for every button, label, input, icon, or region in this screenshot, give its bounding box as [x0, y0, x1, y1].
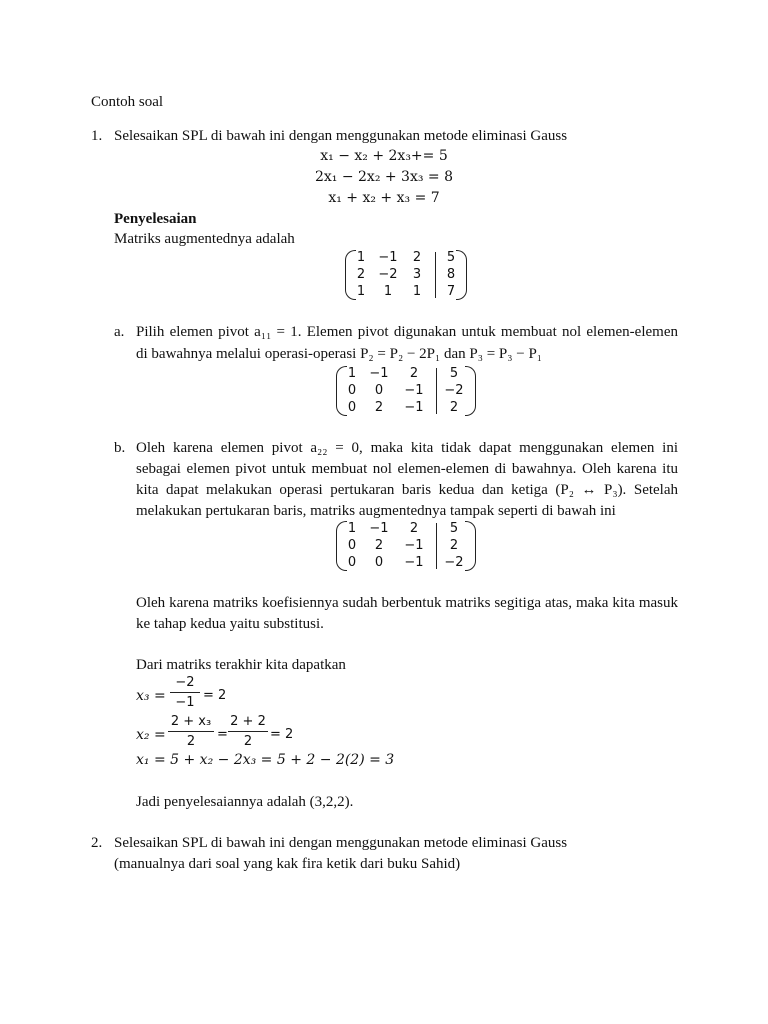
fraction-line	[168, 731, 214, 732]
matrix-cell: −2	[378, 267, 398, 282]
matrix-cell: 5	[446, 250, 456, 265]
step-b-line-1: Oleh karena elemen pivot a₂₂ = 0, maka kita tidak dapat menggunakan elemen ini	[136, 440, 678, 456]
matrix-cell: 1	[383, 284, 393, 299]
matrix-cell: 5	[449, 366, 459, 381]
x2-denominator-1: 2	[186, 734, 196, 749]
matrix-cell: 1	[347, 366, 357, 381]
matrix-cell: 5	[449, 521, 459, 536]
x3-lhs: x₃ =	[136, 688, 166, 704]
x2-equals: =	[217, 727, 228, 742]
matrix-cell: −1	[369, 366, 389, 381]
matrix-cell: −1	[404, 538, 424, 553]
right-paren	[465, 521, 476, 571]
matrix-cell: 2	[409, 521, 419, 536]
step-a-line-1: Pilih elemen pivot a₁₁ = 1. Elemen pivot digunakan untuk membuat nol elemen-elemen	[136, 324, 678, 340]
solution-conclusion: Jadi penyelesaiannya adalah (3,2,2).	[136, 794, 354, 810]
matrix-cell: 0	[374, 383, 384, 398]
solution-label: Penyelesaian	[114, 211, 197, 227]
matrix-cell: 8	[446, 267, 456, 282]
matrix-cell: 3	[412, 267, 422, 282]
augment-bar	[436, 523, 437, 569]
x2-denominator-2: 2	[243, 734, 253, 749]
right-paren	[465, 366, 476, 416]
augmented-matrix-step-a	[336, 366, 476, 418]
matrix-cell: −1	[378, 250, 398, 265]
equation-3: x₁ + x₂ + x₃ = 7	[328, 190, 440, 206]
x3-numerator: −2	[175, 675, 195, 690]
augmented-matrix-initial	[345, 250, 467, 302]
matrix-cell: 0	[347, 383, 357, 398]
upper-triangular-line-1: Oleh karena matriks koefisiennya sudah berbentuk matriks segitiga atas, maka kita masuk	[136, 595, 678, 611]
matrix-cell: −1	[404, 383, 424, 398]
page-heading: Contoh soal	[91, 94, 164, 110]
augment-bar	[436, 368, 437, 414]
matrix-cell: 0	[374, 555, 384, 570]
x3-denominator: −1	[175, 695, 195, 710]
step-b-line-3: kita dapat melakukan operasi pertukaran baris kedua dan ketiga (P₂ ↔ P₃). Setelah	[136, 482, 678, 498]
question-2-number: 2.	[91, 835, 103, 851]
matrix-cell: 2	[356, 267, 366, 282]
matrix-cell: 0	[347, 400, 357, 415]
matrix-cell: −2	[444, 555, 464, 570]
question-1-number: 1.	[91, 128, 103, 144]
matrix-cell: 1	[356, 284, 366, 299]
matrix-cell: −2	[444, 383, 464, 398]
matrix-cell: 2	[412, 250, 422, 265]
matrix-cell: 0	[347, 555, 357, 570]
substitution-intro: Dari matriks terakhir kita dapatkan	[136, 657, 346, 673]
augment-bar	[435, 252, 436, 298]
matrix-cell: 2	[409, 366, 419, 381]
upper-triangular-line-2: ke tahap kedua yaitu substitusi.	[136, 616, 324, 632]
step-a-label: a.	[114, 324, 125, 340]
fraction-line	[228, 731, 268, 732]
matrix-cell: 2	[449, 538, 459, 553]
equation-1: x₁ − x₂ + 2x₃+= 5	[320, 148, 448, 164]
matrix-cell: 1	[347, 521, 357, 536]
question-2-text: Selesaikan SPL di bawah ini dengan menggunakan metode eliminasi Gauss	[114, 835, 568, 851]
step-b-line-2: sebagai elemen pivot untuk membuat nol elemen-elemen di bawahnya. Oleh karena itu	[136, 461, 678, 477]
x2-numerator-1: 2 + x₃	[170, 714, 212, 729]
x3-result: = 2	[203, 688, 227, 703]
x2-numerator-2: 2 + 2	[230, 714, 266, 729]
x1-equation: x₁ = 5 + x₂ − 2x₃ = 5 + 2 − 2(2) = 3	[136, 752, 395, 768]
matrix-cell: 1	[412, 284, 422, 299]
step-b-line-4: melakukan pertukaran baris, matriks augmentednya tampak seperti di bawah ini	[136, 503, 616, 519]
matrix-cell: −1	[404, 555, 424, 570]
x2-lhs: x₂ =	[136, 727, 166, 743]
matrix-cell: −1	[404, 400, 424, 415]
augmented-matrix-step-b	[336, 521, 476, 573]
fraction-line	[170, 692, 200, 693]
question-2-note: (manualnya dari soal yang kak fira ketik dari buku Sahid)	[114, 856, 461, 872]
equation-2: 2x₁ − 2x₂ + 3x₃ = 8	[314, 169, 454, 185]
matrix-cell: 0	[347, 538, 357, 553]
step-a-line-2: di bawahnya melalui operasi-operasi P₂ = P₂ − 2P₁ dan P₃ = P₃ − P₁	[136, 346, 543, 362]
augmented-matrix-intro: Matriks augmentednya adalah	[114, 231, 295, 247]
x2-result: = 2	[270, 727, 294, 742]
matrix-cell: 2	[449, 400, 459, 415]
question-1-text: Selesaikan SPL di bawah ini dengan menggunakan metode eliminasi Gauss	[114, 128, 568, 144]
matrix-cell: −1	[369, 521, 389, 536]
matrix-cell: 1	[356, 250, 366, 265]
matrix-cell: 2	[374, 400, 384, 415]
step-b-label: b.	[114, 440, 126, 456]
matrix-cell: 7	[446, 284, 456, 299]
matrix-cell: 2	[374, 538, 384, 553]
